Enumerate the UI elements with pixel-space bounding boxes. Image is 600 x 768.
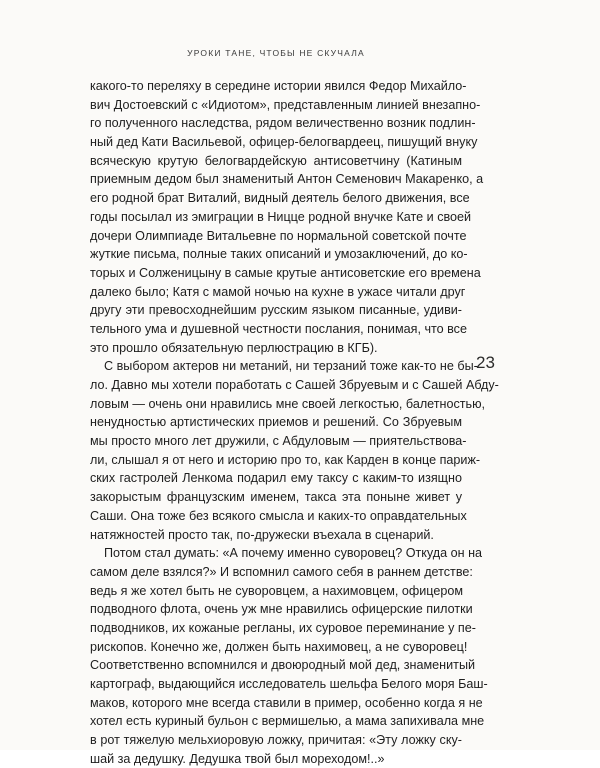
text-line: другу эти превосходнейшим русским языком писанные, удиви-	[90, 303, 462, 318]
text-line: Соответственно вспомнился и двоюродный мой дед, знаменитый	[90, 658, 476, 673]
text-line: подводников, их кожаные регланы, их суровое переминание у пе-	[90, 620, 476, 635]
page-number: 23	[476, 353, 495, 372]
text-line: ло. Давно мы хотели поработать с Сашей Збруевым и с Сашей Абду-	[90, 378, 499, 392]
text-line: далеко было; Катя с мамой ночью на кухне в ужасе читали друг	[90, 284, 466, 299]
text-line: подводного флота, очень уж мне нравились офицерские пилотки	[90, 602, 473, 617]
text-line: картограф, выдающийся исследователь шельфа Белого моря Баш-	[90, 677, 488, 691]
text-line: его родной брат Виталий, видный деятель белого движения, все	[90, 191, 470, 206]
text-line: ведь я же хотел быть не суворовцем, а нахимовцем, офицером	[90, 583, 464, 598]
text-line: приемным дедом был знаменитый Антон Семенович Макаренко, а	[90, 172, 484, 187]
text-line: маков, которого мне всегда ставили в пример, особенно когда я не	[90, 695, 483, 710]
text-line: мы просто много лет дружили, с Абдуловым — приятельствова-	[90, 434, 467, 449]
text-line: годы посылал из эмиграции в Ницце родной внучке Кате и своей	[90, 209, 472, 224]
text-line: Саши. Она тоже без всякого смысла и каких-то оправдательных	[90, 508, 467, 523]
text-line: торых и Солженицыну в самые крутые антисоветские его времена	[90, 265, 481, 280]
text-line: ловым — очень они нравились мне своей легкостью, балетностью,	[90, 396, 486, 411]
text-line: рископов. Конечно же, должен быть нахимовец, а не суворовец!	[90, 639, 468, 654]
text-line: жуткие письма, полные таких описаний и умозаключений, до ко-	[90, 247, 468, 262]
text-line: ских гастролей Ленкома подарил ему таксу с каким-то изящно	[90, 471, 462, 486]
text-line: Потом стал думать: «А почему именно суворовец? Откуда он на	[104, 546, 483, 561]
text-line: это прошло обязательную перлюстрацию в КГБ).	[90, 340, 378, 355]
text-line: самом деле взялся?» И вспомнил самого себя в раннем детстве:	[90, 564, 473, 579]
text-line: какого-то переляху в середине истории явился Федор Михайло-	[90, 79, 467, 93]
text-line: шай за дедушку. Дедушка твой был мореходом!..»	[90, 751, 385, 766]
text-line: ненудностью артистических приемов и решений. Со Збруевым	[90, 415, 462, 430]
running-head: УРОКИ ТАНЕ, ЧТОБЫ НЕ СКУЧАЛА	[187, 48, 365, 58]
text-line: закорыстым французским именем, такса эта поныне живет у	[90, 490, 462, 505]
text-line: ный дед Кати Васильевой, офицер-белогвардеец, пишущий внуку	[90, 135, 478, 150]
text-line: го полученного наследства, рядом величественно возник подлин-	[90, 116, 476, 131]
text-line: С выбором актеров ни метаний, ни терзаний тоже как-то не бы-	[104, 359, 478, 374]
text-line: тельного ума и душевной честности послания, понимая, что все	[90, 321, 467, 336]
text-line: всяческую крутую белогвардейскую антисоветчину (Катиным	[90, 153, 462, 168]
text-line: дочери Олимпиаде Витальевне по нормальной советской почте	[90, 228, 467, 243]
text-line: хотел есть куриный бульон с вермишелью, а мама запихивала мне	[90, 714, 485, 729]
text-line: вич Достоевский с «Идиотом», представленным линией внезапно-	[90, 97, 481, 112]
text-line: в рот тяжелую мельхиоровую ложку, причитая: «Эту ложку ску-	[90, 733, 462, 748]
text-line: натяжностей просто так, по-дружески въехала в сценарий.	[90, 527, 434, 542]
text-line: ли, слышал я от него и историю про то, как Карден в конце париж-	[90, 452, 481, 467]
